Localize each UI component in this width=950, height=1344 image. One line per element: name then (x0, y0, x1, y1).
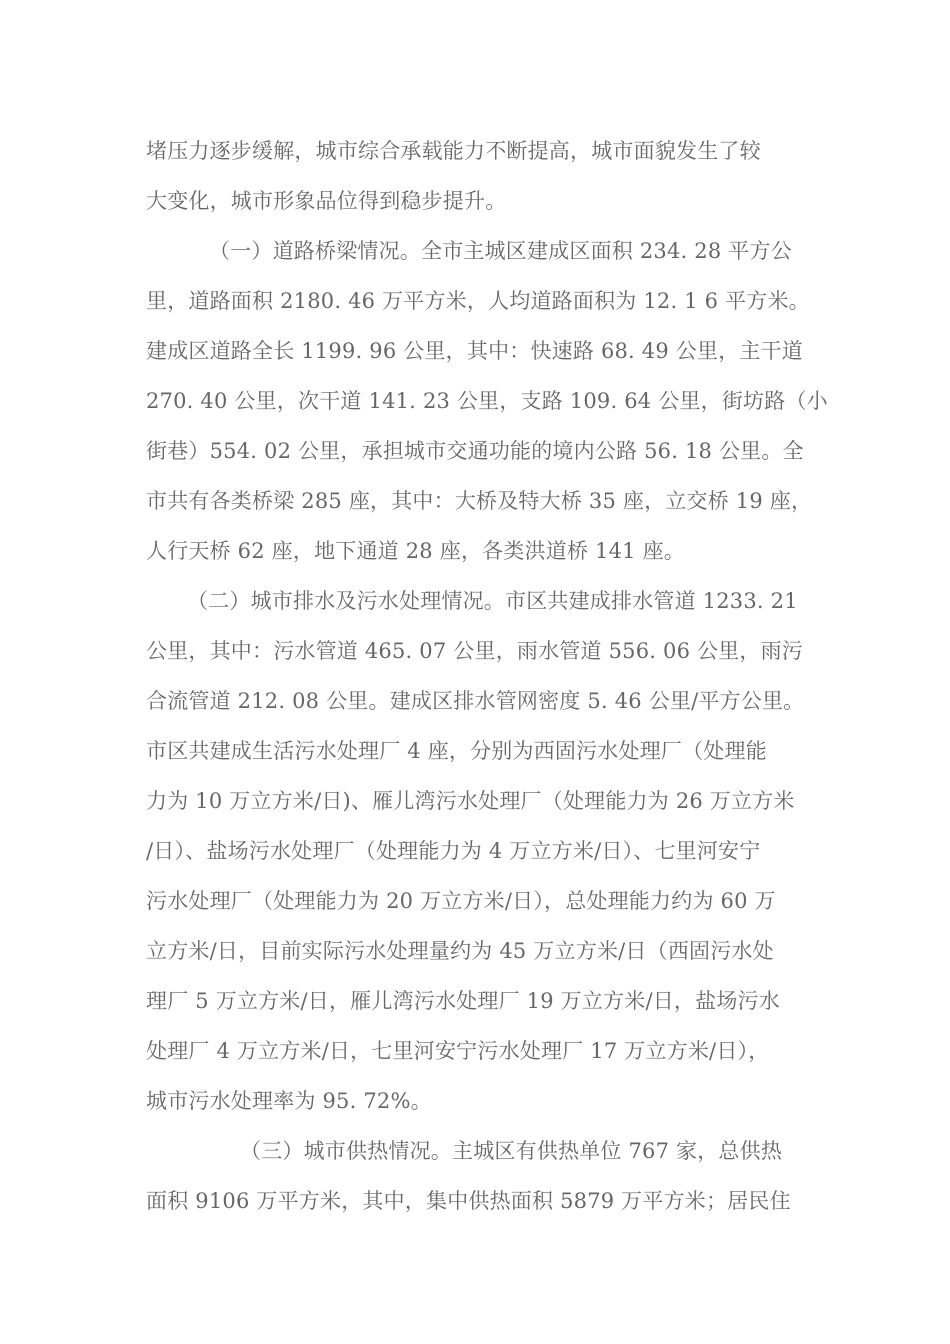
text-line-20: 城市污水处理率为 95. 72%。 (146, 1089, 432, 1113)
text-line-15: /日）、盐场污水处理厂（处理能力为 4 万立方米/日）、七里河安宁 (146, 839, 761, 863)
text-line-8: 市共有各类桥梁 285 座，其中：大桥及特大桥 35 座，立交桥 19 座， (146, 489, 813, 513)
text-line-9: 人行天桥 62 座，地下通道 28 座，各类洪道桥 141 座。 (146, 539, 685, 563)
text-line-6: 270. 40 公里，次干道 141. 23 公里，支路 109. 64 公里，街坊路（小 (146, 389, 828, 413)
text-line-19: 处理厂 4 万立方米/日，七里河安宁污水处理厂 17 万立方米/日）， (146, 1039, 770, 1063)
text-line-18: 理厂 5 万立方米/日，雁儿湾污水处理厂 19 万立方米/日，盐场污水 (146, 989, 780, 1013)
text-line-13: 市区共建成生活污水处理厂 4 座，分别为西固污水处理厂（处理能 (146, 739, 767, 763)
text-line-12: 合流管道 212. 08 公里。建成区排水管网密度 5. 46 公里/平方公里。 (146, 689, 805, 713)
text-line-2: 大变化，城市形象品位得到稳步提升。 (146, 189, 507, 213)
paragraph-2-heading: （二）城市排水及污水处理情况。市区共建成排水管道 1233. 21 (187, 589, 798, 613)
text-line-7: 街巷）554. 02 公里，承担城市交通功能的境内公路 56. 18 公里。全 (146, 439, 804, 463)
paragraph-1-heading: （一）道路桥梁情况。全市主城区建成区面积 234. 28 平方公 (209, 239, 792, 263)
text-line-14: 力为 10 万立方米/日)、雁儿湾污水处理厂（处理能力为 26 万立方米 (146, 789, 795, 813)
text-line-16: 污水处理厂（处理能力为 20 万立方米/日），总处理能力约为 60 万 (146, 889, 776, 913)
text-line-1: 堵压力逐步缓解，城市综合承载能力不断提高，城市面貌发生了较 (146, 139, 761, 163)
text-line-17: 立方米/日，目前实际污水处理量约为 45 万立方米/日（西固污水处 (146, 939, 774, 963)
text-line-11: 公里，其中：污水管道 465. 07 公里，雨水管道 556. 06 公里，雨污 (146, 639, 804, 663)
paragraph-3-heading: （三）城市供热情况。主城区有供热单位 767 家，总供热 (240, 1139, 783, 1163)
text-line-22: 面积 9106 万平方米，其中，集中供热面积 5879 万平方米；居民住 (146, 1189, 791, 1213)
text-line-4: 里，道路面积 2180. 46 万平方米，人均道路面积为 12. 1 6 平方米。 (146, 289, 810, 313)
text-line-5: 建成区道路全长 1199. 96 公里，其中：快速路 68. 49 公里，主干道 (146, 339, 804, 363)
